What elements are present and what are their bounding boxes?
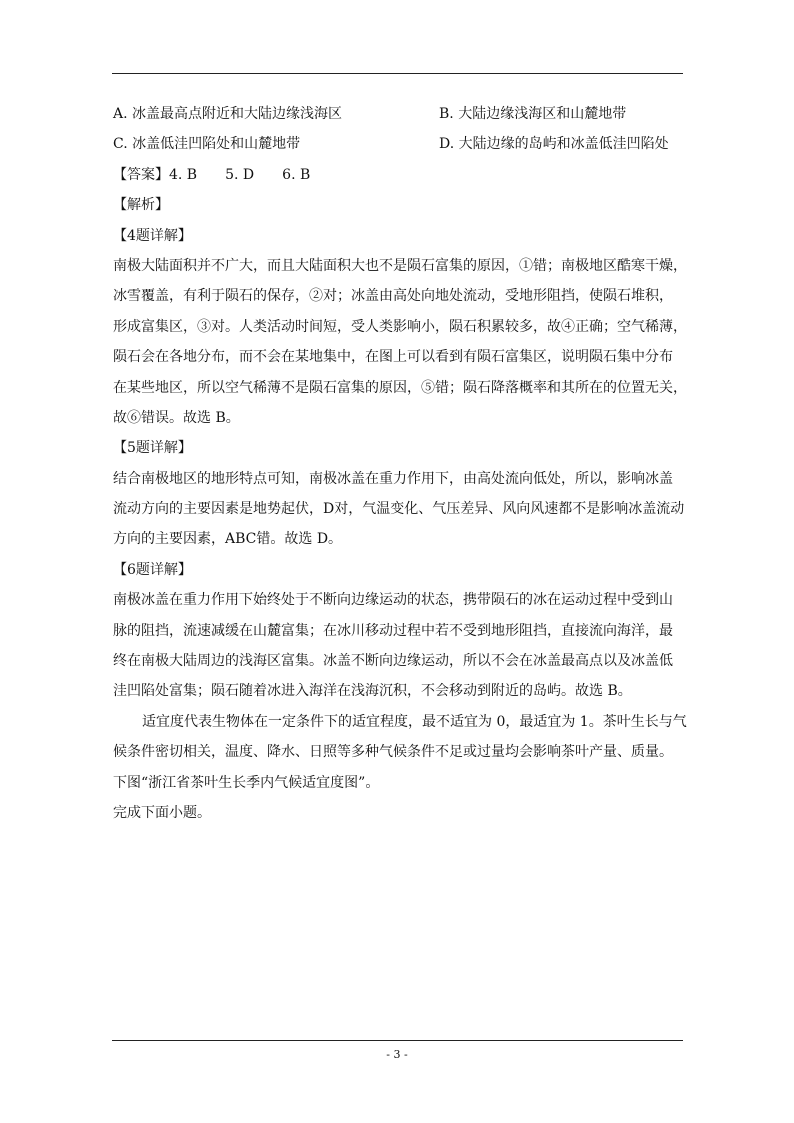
answer-5: 5. D (225, 166, 255, 183)
q5-heading: 【5题详解】 (113, 440, 192, 457)
analysis-heading: 【解析】 (113, 197, 169, 214)
q5-line: 结合南极地区的地形特点可知，南极冰盖在重力作用下，由高处流向低处，所以，影响冰盖 (113, 470, 673, 487)
options-row-1 (113, 99, 685, 129)
q5-line: 流动方向的主要因素是地势起伏，D对，气温变化、气压差异、风向风速都不是影响冰盖流动 (113, 501, 685, 518)
intro-line: 适宜度代表生物体在一定条件下的适宜程度，最不适宜为 0，最适宜为 1。茶叶生长与气 (142, 713, 687, 730)
answer-line (113, 160, 685, 190)
answer-6: 6. B (282, 166, 311, 183)
q6-line: 南极冰盖在重力作用下始终处于不断向边缘运动的状态，携带陨石的冰在运动过程中受到山 (113, 592, 673, 609)
q4-line: 故⑥错误。故选 B。 (113, 409, 240, 426)
answer-4: 【答案】4. B (113, 166, 198, 183)
q6-heading: 【6题详解】 (113, 561, 192, 578)
option-a: A. 冰盖最高点附近和大陆边缘浅海区 (113, 106, 343, 122)
intro-line: 下图“浙江省茶叶生长季内气候适宜度图”。 (113, 774, 380, 791)
document-body (113, 99, 685, 828)
intro-line: 完成下面小题。 (113, 804, 211, 821)
header-rule (112, 73, 683, 74)
footer-rule (112, 1040, 683, 1041)
option-c: C. 冰盖低洼凹陷处和山麓地带 (113, 136, 301, 153)
intro-line: 候条件密切相关，温度、降水、日照等多种气候条件不足或过量均会影响茶叶产量、质量。 (113, 744, 673, 761)
q5-line: 方向的主要因素，ABC错。故选 D。 (113, 531, 343, 548)
q4-line: 形成富集区，③对。人类活动时间短，受人类影响小，陨石积累较多，故④正确；空气稀薄， (113, 318, 687, 335)
options-row-2 (113, 129, 685, 159)
q6-line: 洼凹陷处富集；陨石随着冰进入海洋在浅海沉积，不会移动到附近的岛屿。故选 B。 (113, 683, 632, 700)
q4-line: 陨石会在各地分布，而不会在某地集中，在图上可以看到有陨石富集区，说明陨石集中分布 (113, 349, 673, 366)
q6-line: 脉的阻挡，流速减缓在山麓富集；在冰川移动过程中若不受到地形阻挡，直接流向海洋，最 (113, 622, 673, 639)
q4-heading: 【4题详解】 (113, 227, 192, 244)
page-number: - 3 - (386, 1048, 408, 1061)
q4-line: 冰雪覆盖，有利于陨石的保存，②对；冰盖由高处向地处流动，受地形阻挡，使陨石堆积， (113, 288, 673, 305)
q4-line: 在某些地区，所以空气稀薄不是陨石富集的原因，⑤错；陨石降落概率和其所在的位置无关， (113, 379, 687, 396)
q6-line: 终在南极大陆周边的浅海区富集。冰盖不断向边缘运动，所以不会在冰盖最高点以及冰盖低 (113, 653, 673, 670)
q4-line: 南极大陆面积并不广大，而且大陆面积大也不是陨石富集的原因，①错；南极地区酷寒干燥， (113, 257, 687, 274)
option-b: B. 大陆边缘浅海区和山麓地带 (439, 106, 627, 122)
option-d: D. 大陆边缘的岛屿和冰盖低洼凹陷处 (439, 136, 669, 153)
